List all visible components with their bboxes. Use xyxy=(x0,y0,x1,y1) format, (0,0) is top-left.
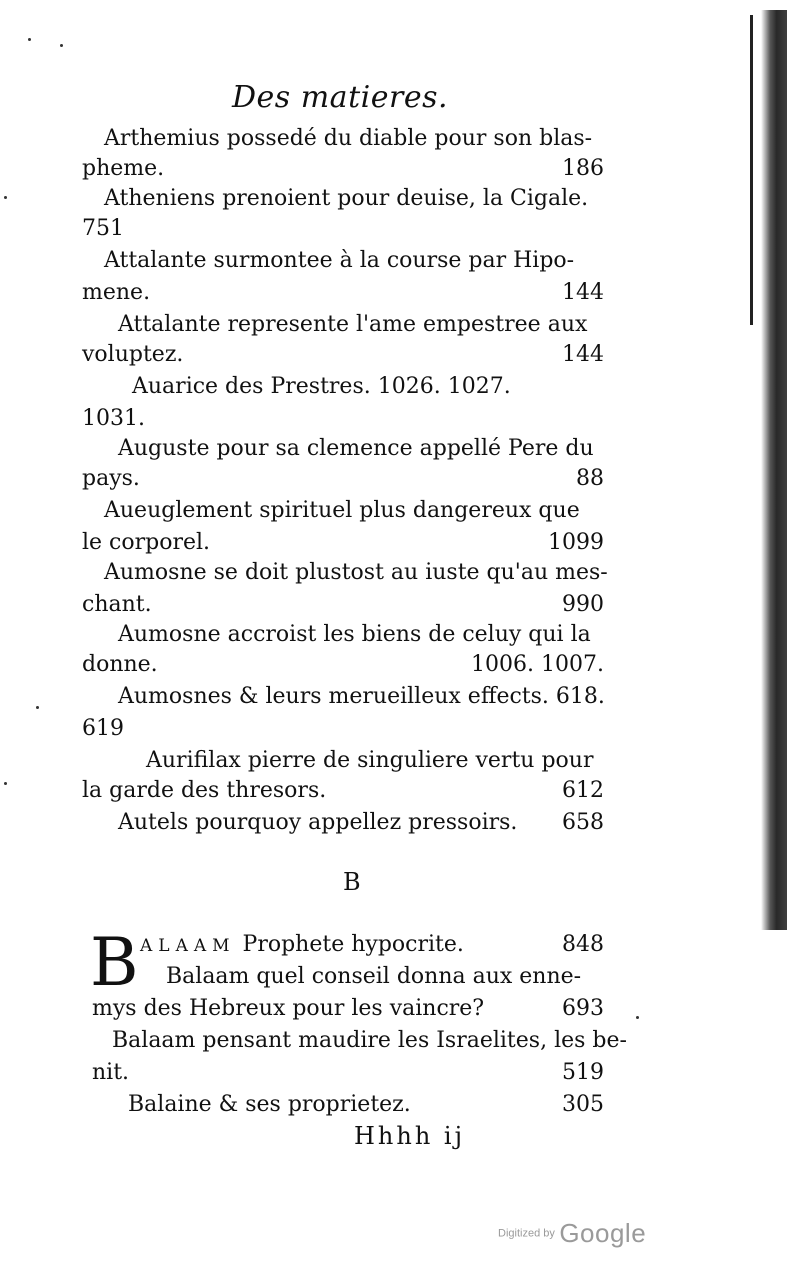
page-number: 186 xyxy=(562,156,604,181)
index-line xyxy=(82,650,604,680)
page-number: 612 xyxy=(562,778,604,803)
speck xyxy=(636,1016,639,1019)
page-number: 693 xyxy=(562,996,604,1021)
page-number: 848 xyxy=(562,932,604,957)
index-line xyxy=(82,154,604,184)
signature-mark: Hhhh ij xyxy=(354,1122,466,1150)
entry-text: Aumosnes & leurs merueilleux effects. 618. xyxy=(118,684,605,709)
entry-text: Aueuglement spirituel plus dangereux que xyxy=(104,498,580,523)
index-line xyxy=(128,1090,604,1120)
entry-text: donne. xyxy=(82,652,158,677)
entry-text: mene. xyxy=(82,280,151,305)
entry-text: Attalante represente l'ame empestree aux xyxy=(118,312,588,337)
entry-text: Autels pourquoy appellez pressoirs. xyxy=(118,810,518,835)
entry-text: 1031. xyxy=(82,406,145,431)
index-line xyxy=(118,682,604,712)
page-number: 519 xyxy=(562,1060,604,1085)
index-line xyxy=(118,808,604,838)
page-number: 1006. 1007. xyxy=(471,652,604,677)
entry-text: mys des Hebreux pour les vaincre? xyxy=(92,996,485,1021)
watermark-prefix: Digitized by xyxy=(498,1227,555,1240)
speck xyxy=(28,38,31,41)
entry-text: pays. xyxy=(82,466,140,491)
index-line xyxy=(82,278,604,308)
entry-text: pheme. xyxy=(82,156,165,181)
index-line xyxy=(82,528,604,558)
index-line xyxy=(118,434,604,464)
index-line xyxy=(82,776,604,806)
entry-text: Balaam quel conseil donna aux enne- xyxy=(166,964,582,989)
digitized-watermark xyxy=(498,1218,646,1249)
entry-text: Aurifilax pierre de singuliere vertu pour xyxy=(146,748,594,773)
index-line xyxy=(82,464,604,494)
watermark-logo: Google xyxy=(559,1218,647,1248)
index-line xyxy=(118,310,604,340)
speck xyxy=(4,782,7,785)
index-line xyxy=(104,496,604,526)
drop-cap: B xyxy=(90,924,139,1001)
index-line xyxy=(112,1026,627,1056)
index-line xyxy=(104,124,604,154)
entry-text: voluptez. xyxy=(82,342,184,367)
entry-text: Atheniens prenoient pour deuise, la Cigale. xyxy=(104,186,589,211)
entry-text: le corporel. xyxy=(82,530,211,555)
speck xyxy=(36,706,39,709)
page-number: 88 xyxy=(576,466,604,491)
page-number: 305 xyxy=(562,1092,604,1117)
index-line xyxy=(140,930,604,960)
index-line xyxy=(82,340,604,370)
index-line xyxy=(146,746,604,776)
entry-text: Balaam pensant maudire les Israelites, les be- xyxy=(112,1028,627,1053)
entry-smallcaps: ALAAM xyxy=(140,936,236,956)
entry-text: chant. xyxy=(82,592,152,617)
index-line xyxy=(82,590,604,620)
entry-text: nit. xyxy=(92,1060,130,1085)
section-letter: B xyxy=(343,868,361,896)
page-number: 1099 xyxy=(548,530,604,555)
entry-text: Prophete hypocrite. xyxy=(242,932,464,957)
index-line xyxy=(82,214,604,244)
index-line xyxy=(104,558,608,588)
running-head: Des matieres. xyxy=(232,80,449,115)
entry-text: 751 xyxy=(82,216,124,241)
index-line xyxy=(92,994,604,1024)
index-line xyxy=(82,404,604,434)
binding-edge-line xyxy=(750,15,753,325)
entry-text: 619 xyxy=(82,716,124,741)
entry-text: la garde des thresors. xyxy=(82,778,327,803)
entry-text: Aumosne se doit plustost au iuste qu'au mes- xyxy=(104,560,608,585)
entry-text: Auarice des Prestres. 1026. 1027. xyxy=(132,374,511,399)
page-number: 144 xyxy=(562,280,604,305)
index-line xyxy=(82,714,604,744)
binding-shadow xyxy=(761,10,787,930)
page-number: 658 xyxy=(562,810,604,835)
entry-text: Arthemius possedé du diable pour son blas- xyxy=(104,126,593,151)
index-line xyxy=(104,246,604,276)
index-line xyxy=(166,962,604,992)
speck xyxy=(4,196,7,199)
entry-text: Balaine & ses proprietez. xyxy=(128,1092,411,1117)
entry-text: Aumosne accroist les biens de celuy qui la xyxy=(118,622,591,647)
page-number: 144 xyxy=(562,342,604,367)
page-number: 990 xyxy=(562,592,604,617)
entry-text: Attalante surmontee à la course par Hipo- xyxy=(104,248,575,273)
index-line xyxy=(104,184,604,214)
entry-text: Auguste pour sa clemence appellé Pere du xyxy=(118,436,594,461)
index-line xyxy=(132,372,604,402)
speck xyxy=(60,44,63,47)
index-line xyxy=(118,620,604,650)
index-line xyxy=(92,1058,604,1088)
